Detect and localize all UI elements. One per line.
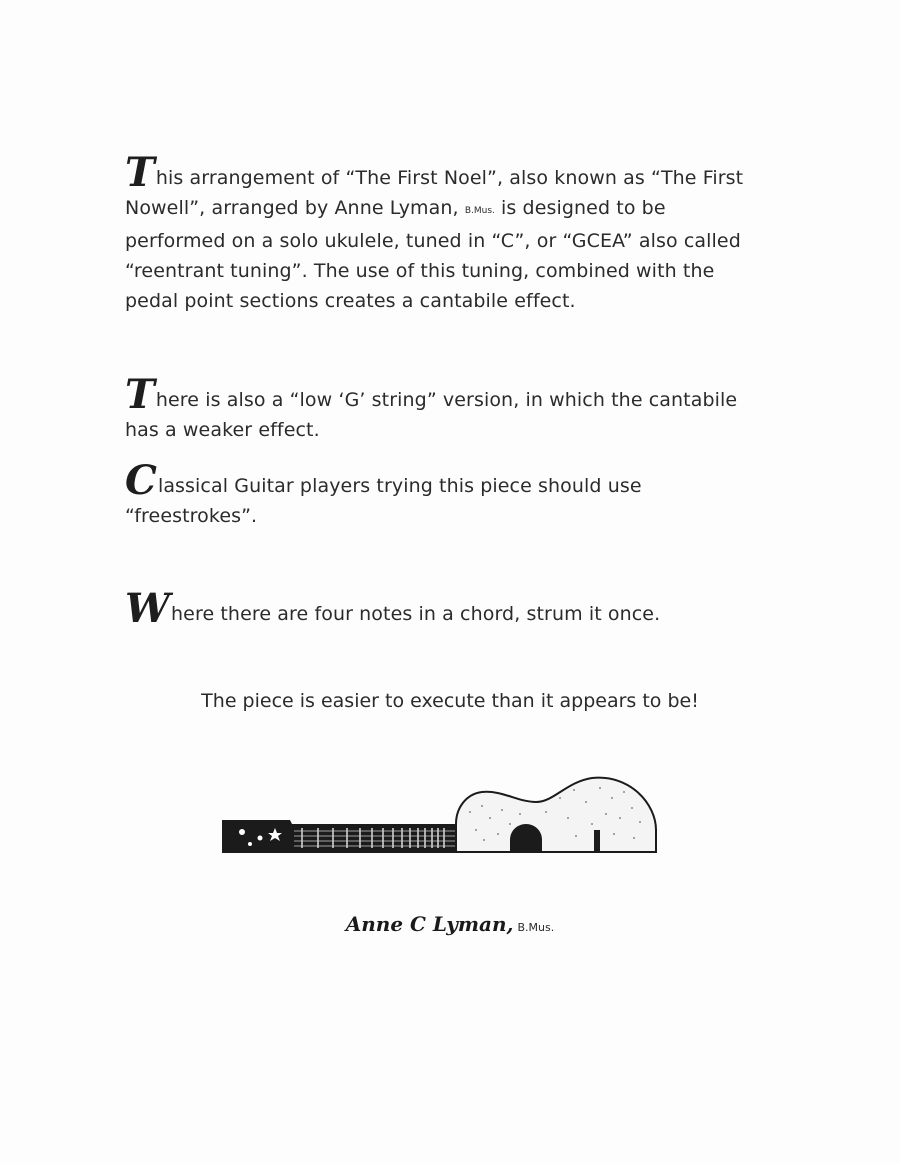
intro-line-2: Nowell”, arranged by Anne Lyman, B.Mus. is designed to be (125, 197, 666, 219)
intro-line-1: This arrangement of “The First Noel”, also known as “The First (125, 149, 744, 196)
chord-line-1: Where there are four notes in a chord, strum it once. (125, 585, 661, 632)
ukulele-drawing-icon (220, 768, 660, 858)
signature-credential: B.Mus. (517, 921, 555, 934)
classical-line-2: “freestrokes”. (125, 505, 258, 527)
dropcap-c: C (125, 457, 157, 504)
chord-paragraph (125, 585, 765, 632)
classical-line-1: Classical Guitar players trying this piece should use (125, 457, 642, 504)
author-credential: B.Mus. (464, 206, 495, 216)
dropcap-t: T (125, 371, 155, 418)
closing-note: The piece is easier to execute than it appears to be! (201, 690, 699, 712)
classical-guitar-paragraph (125, 457, 765, 531)
low-g-line-1: There is also a “low ‘G’ string” version, in which the cantabile (125, 371, 738, 418)
intro-line-3: performed on a solo ukulele, tuned in “C”, or “GCEA” also called (125, 230, 741, 252)
signature-name: Anne C Lyman, (345, 912, 514, 936)
low-g-paragraph (125, 371, 765, 445)
signature (0, 912, 900, 936)
intro-line-5: pedal point sections creates a cantabile effect. (125, 290, 576, 312)
dropcap-t: T (125, 149, 155, 196)
intro-line-4: “reentrant tuning”. The use of this tuning, combined with the (125, 260, 715, 282)
dropcap-w: W (125, 585, 171, 632)
low-g-line-2: has a weaker effect. (125, 419, 320, 441)
intro-paragraph (125, 149, 765, 316)
